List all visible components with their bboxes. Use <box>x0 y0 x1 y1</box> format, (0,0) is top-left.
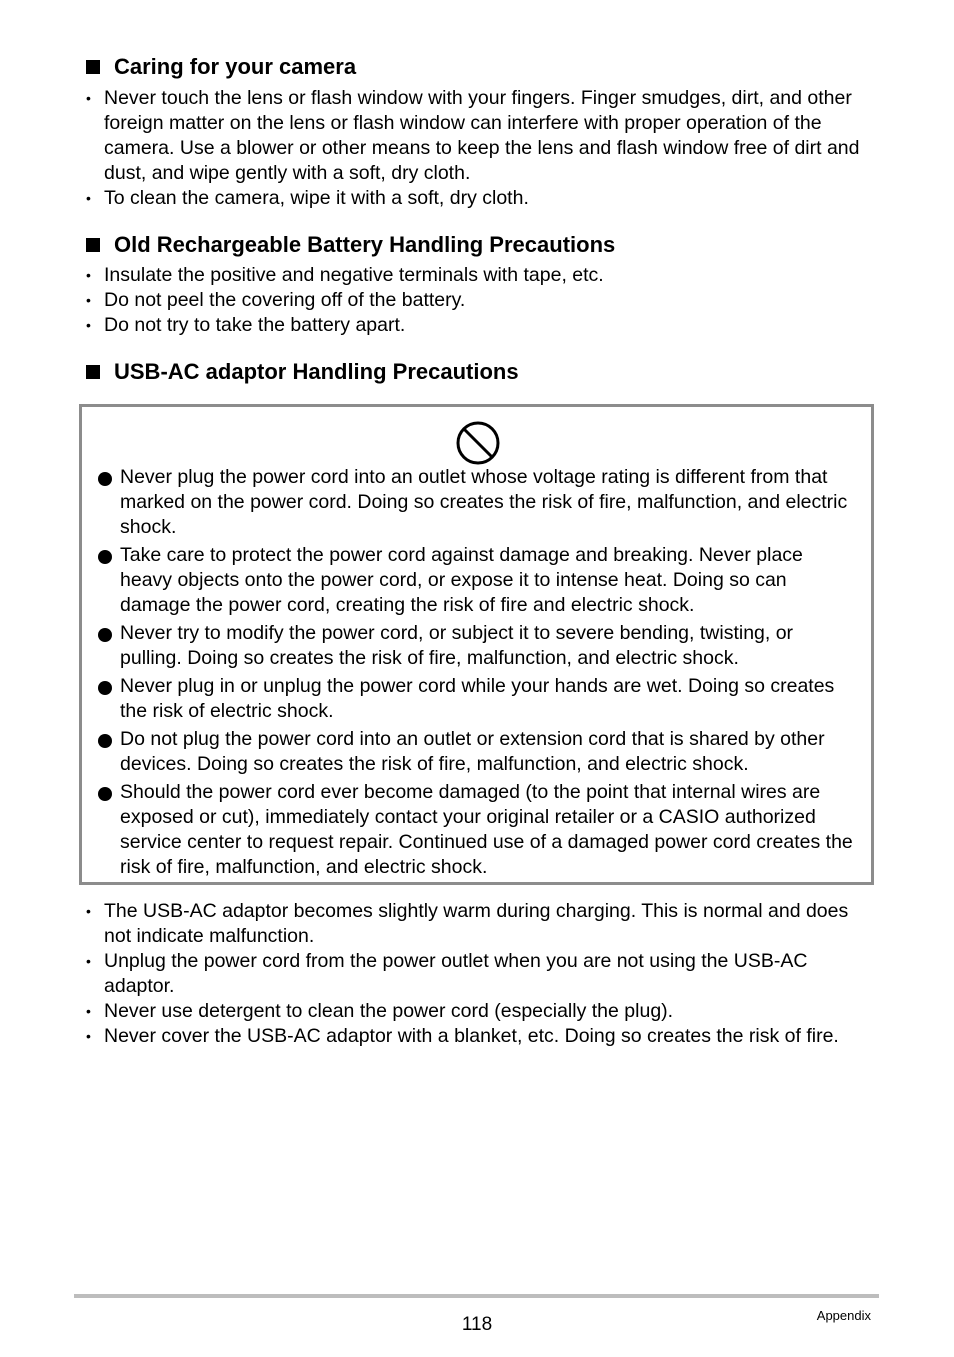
section-title: Caring for your camera <box>114 54 357 79</box>
bullet-dot-icon: • <box>86 903 91 919</box>
footer-section-label: Appendix <box>816 1308 871 1323</box>
list-item: • To clean the camera, wipe it with a soft, dry cloth. <box>86 187 529 209</box>
filled-circle-bullet-icon <box>98 472 112 486</box>
section-title: Old Rechargeable Battery Handling Precautions <box>114 232 616 257</box>
bullet-dot-icon: • <box>86 953 91 969</box>
footer-divider <box>74 1294 879 1298</box>
list-item: • The USB-AC adaptor becomes slightly warm during charging. This is normal and does not indicate malfunction. <box>86 900 849 947</box>
list-item: • Never use detergent to clean the power cord (especially the plug). <box>86 1000 674 1022</box>
list-item: • Insulate the positive and negative terminals with tape, etc. <box>86 264 604 286</box>
warning-item: Do not plug the power cord into an outlet or extension cord that is shared by other devices. Doing so creates the risk of fire, malfunction, and electric shock. <box>96 727 860 777</box>
list-item: • Unplug the power cord from the power outlet when you are not using the USB-AC adaptor. <box>86 950 808 997</box>
filled-circle-bullet-icon <box>98 787 112 801</box>
page-number: 118 <box>461 1314 493 1335</box>
warning-box <box>79 404 874 885</box>
camera-care-list <box>84 86 874 211</box>
filled-circle-bullet-icon <box>98 734 112 748</box>
warning-item: Never try to modify the power cord, or subject it to severe bending, twisting, or pulling. Doing so creates the risk of fire, malfunction, and electric shock. <box>96 621 860 671</box>
warning-item: Should the power cord ever become damaged (to the point that internal wires are exposed or cut), immediately contact your original retailer or a CASIO authorized service center to request repair. Continued use of a damaged power cord creates the risk of fire, malfunction, and electric shock. <box>96 780 860 880</box>
battery-list <box>84 263 874 338</box>
filled-circle-bullet-icon <box>98 628 112 642</box>
usb-ac-list <box>84 899 874 1049</box>
section-title: USB-AC adaptor Handling Precautions <box>114 359 519 384</box>
square-bullet-icon <box>86 60 100 74</box>
bullet-dot-icon: • <box>86 267 91 283</box>
warning-item: Never plug in or unplug the power cord while your hands are wet. Doing so creates the risk of electric shock. <box>96 674 860 724</box>
list-item: • Never cover the USB-AC adaptor with a blanket, etc. Doing so creates the risk of fire. <box>86 1025 839 1047</box>
bullet-dot-icon: • <box>86 190 91 206</box>
bullet-dot-icon: • <box>86 90 91 106</box>
bullet-dot-icon: • <box>86 1028 91 1044</box>
filled-circle-bullet-icon <box>98 550 112 564</box>
list-item: • Do not peel the covering off of the battery. <box>86 289 466 311</box>
bullet-dot-icon: • <box>86 292 91 308</box>
warning-list <box>96 465 860 883</box>
list-item: • Do not try to take the battery apart. <box>86 314 406 336</box>
bullet-dot-icon: • <box>86 317 91 333</box>
filled-circle-bullet-icon <box>98 681 112 695</box>
square-bullet-icon <box>86 238 100 252</box>
square-bullet-icon <box>86 365 100 379</box>
section-heading-battery <box>84 232 615 258</box>
section-heading-usb-ac <box>84 359 519 385</box>
list-item: • Never touch the lens or flash window with your fingers. Finger smudges, dirt, and other foreign matter on the lens or flash window can interfere with proper operation of the camera. Use a blower or other means to keep the lens and flash window free of dirt and dust, and wipe gently with a soft, dry cloth. <box>86 87 860 184</box>
warning-item: Take care to protect the power cord against damage and breaking. Never place heavy objects onto the power cord, or expose it to intense heat. Doing so can damage the power cord, creating the risk of fire and electric shock. <box>96 543 860 618</box>
section-heading-camera-care <box>84 54 356 80</box>
prohibit-icon <box>455 420 501 466</box>
warning-item: Never plug the power cord into an outlet whose voltage rating is different from that marked on the power cord. Doing so creates the risk of fire, malfunction, and electric shock. <box>96 465 860 540</box>
bullet-dot-icon: • <box>86 1003 91 1019</box>
